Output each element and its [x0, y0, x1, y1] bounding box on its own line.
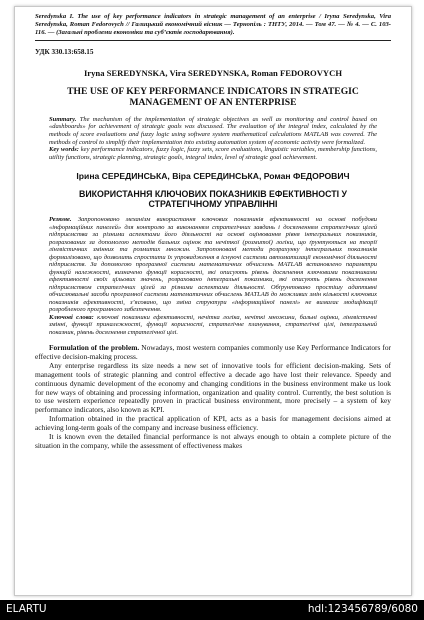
- keywords-text: key performance indicators, fuzzy logic, fuzzy sets, score evaluations, linguistic variables, membership functions, utility functions, strategic planning, strategic goals, integral index, level of strategic goal achievement.: [49, 146, 378, 162]
- body-paragraph: It is known even the detailed financial performance is not always enough to obtain a complete picture of the situation in the company, while the assessment of effectiveness makes: [35, 432, 391, 450]
- summary-label: Summary.: [49, 115, 77, 123]
- body-paragraph: Any enterprise regardless its size needs a new set of innovative tools for efficient decision-making. Sets of management tools of strategic planning and control effective a decade ago have lost their relevance. Speedy and continuous dynamic development of the economy and changing conditions in the business environment make us look for new ways of obtaining and processing information, organization and quality control. Currently, the best solution is to use western experience repeatedly proven in practical business environment, more precisely – a system of key performance indicators, also known as KPI.: [35, 360, 391, 415]
- citation: Seredynska I. The use of key performance indicators in strategic management of an enterprise / Iryna Seredynska, Vira Seredynska, Roman Fedorovych // Галицький економічний вісник — Тернопіль : ТНТУ, 2014. — Том 47. — № 4. — С. 103-116. — (Загальні проблеми економіки та суб’єктів господарювання).: [35, 13, 391, 37]
- authors-ukrainian: Ірина СЕРЕДИНСЬКА, Віра СЕРЕДИНСЬКА, Роман ФЕДОРОВИЧ: [76, 170, 350, 181]
- summary-ua-label: Резюме.: [49, 216, 72, 224]
- body-paragraph: [35, 344, 391, 362]
- document-page: [14, 6, 412, 596]
- footer-bar: [0, 600, 424, 620]
- page-content: [35, 13, 391, 451]
- abstract-ukrainian: [49, 216, 377, 336]
- summary-ua-text: Запропоновано механізм використання ключових показників ефективності на основі побудови «інформаційних панелей» для контролю за виконанням стратегічних завдань і досягненням стратегічних цілей підприємства за різними аспектами його діяльності на основі оцінювання рівня інтегральних показників, розрахованих за допомогою методів бальних оцінок та нечіткої (розмитої) логіки, що ґрунтуються на теорії лінгвістичних змінних та розмитих множин. Запропоновані методи розрахунку інтегральних показників формалізовано, що дозволить спростити їх упровадження в існуючі системи автоматизації економічної діяльності підприємств. За допомогою програмної системи математичних обчислень MATLAB встановлено параметри функцій належності, визначено функції корисності, які описують рівень досягнення ключовими показниками ефективності своїх цільових значень, розраховано інтегральні показники, які описують рівень досягнення підприємством стратегічних цілей за різними аспектами діяльності. Обґрунтовано простішу адаптивні обчислювальні засоби програмної системи математичних обчислень MATLAB до можливих змін кількості ключових показників ефективності, з’ясовано, що зміна структури «інформаційної панелі» не вимагає модифікації розробленого програмного забезпечення.: [49, 216, 377, 314]
- keywords-ua-label: Ключові слова:: [49, 313, 94, 321]
- title-english: THE USE OF KEY PERFORMANCE INDICATORS IN STRATEGIC MANAGEMENT OF AN ENTERPRISE: [67, 85, 359, 108]
- citation-divider: [35, 40, 391, 41]
- keywords-label: Key words:: [49, 146, 79, 154]
- body-paragraph: Information obtained in the practical application of KPI, acts as a basis for management decisions aimed at achieving long-term goals of the company and increase business efficiency.: [35, 414, 391, 433]
- summary-text: The mechanism of the implementation of strategic objectives as well as monitoring and control based on «dashboards» for achievement of strategic goals was discussed. The evaluation of the integral index, calculated by the methods of score evaluations and fuzzy logic using software system mathematical calculations MATLAB was covered. The methods of control to simplify their implementation into existing automation system of economic activity were formalized.: [49, 115, 378, 146]
- body-text: [35, 344, 391, 451]
- udc-code: УДК 330.13:658.15: [35, 47, 94, 56]
- repository-name: ELARTU: [6, 603, 47, 615]
- section-heading: Formulation of the problem.: [49, 343, 140, 353]
- abstract-english: [49, 116, 377, 162]
- authors-english: Iryna SEREDYNSKA, Vira SEREDYNSKA, Roman FEDOROVYCH: [83, 67, 343, 78]
- handle-identifier: hdl:123456789/6080: [307, 603, 418, 615]
- keywords-ua-text: ключові показники ефективності, нечітка логіка, нечіткі множини, бальні оцінки, лінгвістичні змінні, функції приналежності, функції корисності, стратегічне планування, стратегічні цілі, інтегральний показник, рівень досягнення стратегічної цілі.: [49, 313, 377, 336]
- title-ukrainian: ВИКОРИСТАННЯ КЛЮЧОВИХ ПОКАЗНИКІВ ЕФЕКТИВНОСТІ У СТРАТЕГІЧНОМУ УПРАВЛІННІ: [79, 188, 347, 210]
- paragraph-text: Nowadays, most western companies commonly use Key Performance Indicators for effective decision-making process.: [35, 343, 391, 361]
